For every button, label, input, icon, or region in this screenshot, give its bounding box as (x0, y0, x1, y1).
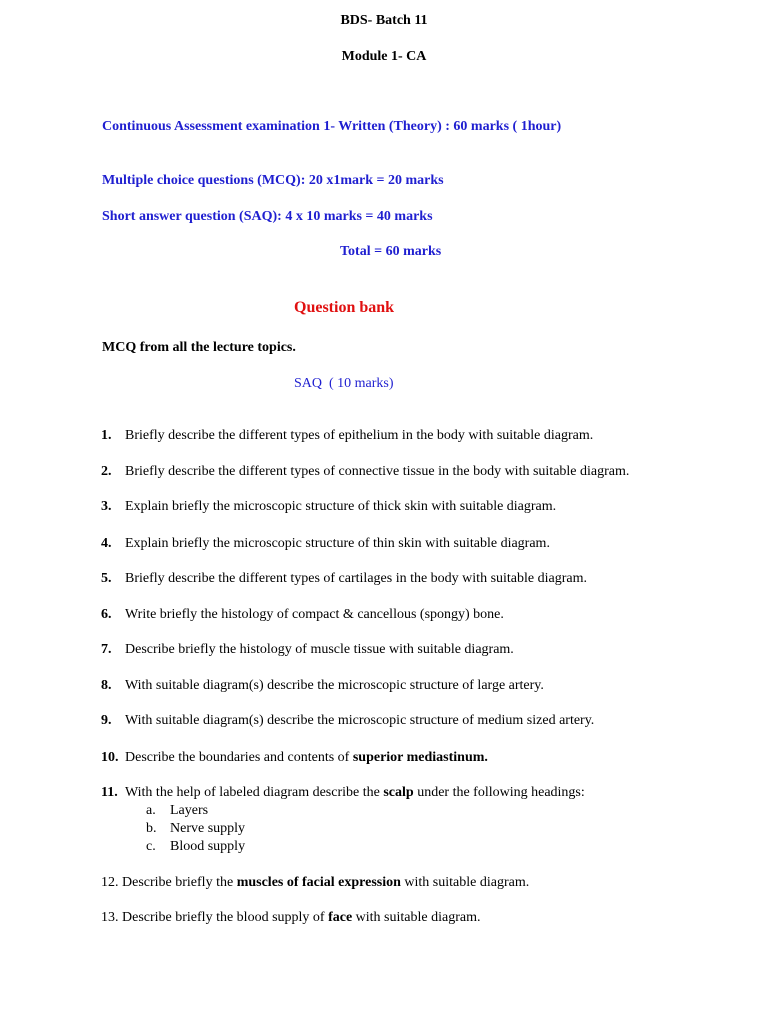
question-number: 3. (101, 499, 112, 514)
question-text-plain: Describe briefly the (122, 875, 237, 890)
question-text: Explain briefly the microscopic structure of thick skin with suitable diagram. (125, 499, 557, 514)
question-text-bold: scalp (383, 785, 414, 800)
mcq-marks: Multiple choice questions (MCQ): 20 x1mark = 20 marks (102, 173, 444, 188)
sub-item-text: Blood supply (170, 839, 246, 854)
question-text-bold: superior mediastinum. (352, 750, 488, 765)
question-text: Briefly describe the different types of connective tissue in the body with suitable diagram. (125, 464, 630, 479)
question-number: 6. (101, 607, 112, 622)
question-text (125, 749, 488, 767)
question-text: With suitable diagram(s) describe the microscopic structure of large artery. (125, 678, 544, 693)
question-text-bold: face (328, 910, 353, 925)
question-text: Describe briefly the histology of muscle tissue with suitable diagram. (125, 642, 514, 657)
question-text-plain: Describe briefly the blood supply of (122, 910, 329, 925)
question-text-plain: with suitable diagram. (352, 910, 481, 925)
question-number: 11. (101, 785, 118, 800)
question-text: Write briefly the histology of compact & cancellous (spongy) bone. (125, 607, 504, 622)
question-bank-title: Question bank (294, 299, 395, 316)
saq-heading: SAQ ( 10 marks) (294, 376, 394, 391)
question-number: 9. (101, 713, 112, 728)
question-number: 2. (101, 464, 112, 479)
question-number: 10. (101, 750, 119, 765)
question-number: 7. (101, 642, 112, 657)
question-line (101, 909, 480, 927)
sub-item-letter: c. (146, 839, 156, 854)
question-text-bold: muscles of facial expression (236, 875, 401, 890)
sub-item-text: Layers (170, 803, 209, 818)
assessment-title: Continuous Assessment examination 1- Written (Theory) : 60 marks ( 1hour) (102, 119, 562, 134)
question-text: Briefly describe the different types of epithelium in the body with suitable diagram. (125, 428, 594, 443)
module-heading: Module 1- CA (341, 49, 427, 64)
question-text-plain: with suitable diagram. (400, 875, 530, 890)
question-line (101, 874, 529, 892)
batch-heading: BDS- Batch 11 (340, 13, 428, 28)
question-number: 8. (101, 678, 112, 693)
sub-item-letter: a. (146, 803, 156, 818)
question-number: 1. (101, 428, 112, 443)
question-text: Briefly describe the different types of cartilages in the body with suitable diagram. (125, 571, 587, 586)
question-text: With suitable diagram(s) describe the microscopic structure of medium sized artery. (125, 713, 595, 728)
question-text: Explain briefly the microscopic structure of thin skin with suitable diagram. (125, 536, 550, 551)
question-number: 5. (101, 571, 112, 586)
question-text-plain: With the help of labeled diagram describe the (125, 785, 384, 800)
saq-marks: Short answer question (SAQ): 4 x 10 marks = 40 marks (102, 209, 433, 224)
question-text-plain: Describe the boundaries and contents of (125, 750, 353, 765)
sub-item-text: Nerve supply (170, 821, 246, 836)
question-number: 4. (101, 536, 112, 551)
question-number: 12. (101, 875, 119, 890)
question-text (125, 784, 585, 802)
total-marks: Total = 60 marks (340, 244, 442, 259)
sub-item-letter: b. (146, 821, 157, 836)
question-number: 13. (101, 910, 119, 925)
mcq-note: MCQ from all the lecture topics. (102, 340, 296, 355)
question-text-plain: under the following headings: (413, 785, 585, 800)
